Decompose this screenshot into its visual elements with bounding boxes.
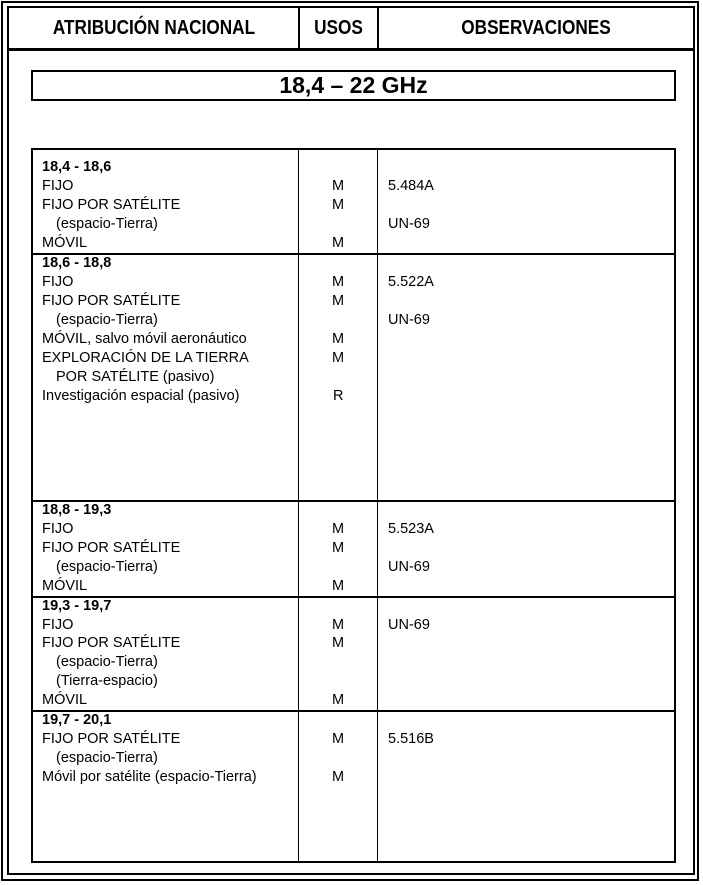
service-line: (espacio-Tierra) <box>56 559 158 575</box>
uso-value: R <box>333 388 344 404</box>
uso-value: M <box>332 731 345 747</box>
service-line: (espacio-Tierra) <box>56 750 158 766</box>
service-line: FIJO <box>42 617 74 633</box>
band-range: 18,8 - 19,3 <box>42 502 112 518</box>
service-line: (espacio-Tierra) <box>56 312 158 328</box>
band-range: 18,4 - 18,6 <box>42 159 112 175</box>
uso-value: M <box>332 235 345 251</box>
observation: 5.523A <box>388 521 434 537</box>
service-line: FIJO POR SATÉLITE <box>42 635 181 651</box>
uso-value: M <box>332 293 345 309</box>
band-range: 18,6 - 18,8 <box>42 255 112 271</box>
header-rule <box>7 48 695 51</box>
uso-value: M <box>332 578 345 594</box>
header-usos: USOS <box>314 16 363 39</box>
column-divider <box>298 148 299 863</box>
service-line: FIJO <box>42 178 74 194</box>
row-divider <box>31 253 676 255</box>
service-line: FIJO POR SATÉLITE <box>42 731 181 747</box>
service-line: MÓVIL, salvo móvil aeronáutico <box>42 331 247 347</box>
uso-value: M <box>332 540 345 556</box>
observation: UN-69 <box>388 559 430 575</box>
observation: 5.522A <box>388 274 434 290</box>
band-range: 19,3 - 19,7 <box>42 598 112 614</box>
header-divider <box>377 8 379 49</box>
uso-value: M <box>332 178 345 194</box>
header-observaciones: OBSERVACIONES <box>461 16 611 39</box>
observation: UN-69 <box>388 617 430 633</box>
service-line: Investigación espacial (pasivo) <box>42 388 240 404</box>
uso-value: M <box>332 521 345 537</box>
observation: 5.516B <box>388 731 434 747</box>
uso-value: M <box>332 197 345 213</box>
observation: 5.484A <box>388 178 434 194</box>
observation: UN-69 <box>388 312 430 328</box>
service-line: MÓVIL <box>42 692 88 708</box>
service-line: FIJO <box>42 521 74 537</box>
service-line: FIJO POR SATÉLITE <box>42 293 181 309</box>
uso-value: M <box>332 692 345 708</box>
column-divider <box>377 148 378 863</box>
band-range: 19,7 - 20,1 <box>42 712 112 728</box>
row-divider <box>31 596 676 598</box>
uso-value: M <box>332 769 345 785</box>
uso-value: M <box>332 350 345 366</box>
header-atribucion: ATRIBUCIÓN NACIONAL <box>52 16 256 39</box>
uso-value: M <box>332 617 345 633</box>
band-title: 18,4 – 22 GHz <box>279 72 428 98</box>
service-line: (Tierra-espacio) <box>56 673 158 689</box>
service-line: FIJO <box>42 274 74 290</box>
uso-value: M <box>332 635 345 651</box>
service-line: MÓVIL <box>42 235 88 251</box>
service-line: FIJO POR SATÉLITE <box>42 540 181 556</box>
service-line: FIJO POR SATÉLITE <box>42 197 181 213</box>
header-divider <box>298 8 300 49</box>
service-line: MÓVIL <box>42 578 88 594</box>
observation: UN-69 <box>388 216 430 232</box>
uso-value: M <box>332 274 345 290</box>
row-divider <box>31 500 676 502</box>
service-line: EXPLORACIÓN DE LA TIERRA <box>42 350 249 366</box>
uso-value: M <box>332 331 345 347</box>
service-line: (espacio-Tierra) <box>56 654 158 670</box>
service-line: Móvil por satélite (espacio-Tierra) <box>42 769 257 785</box>
service-line: (espacio-Tierra) <box>56 216 158 232</box>
row-divider <box>31 710 676 712</box>
service-line: POR SATÉLITE (pasivo) <box>56 369 215 385</box>
